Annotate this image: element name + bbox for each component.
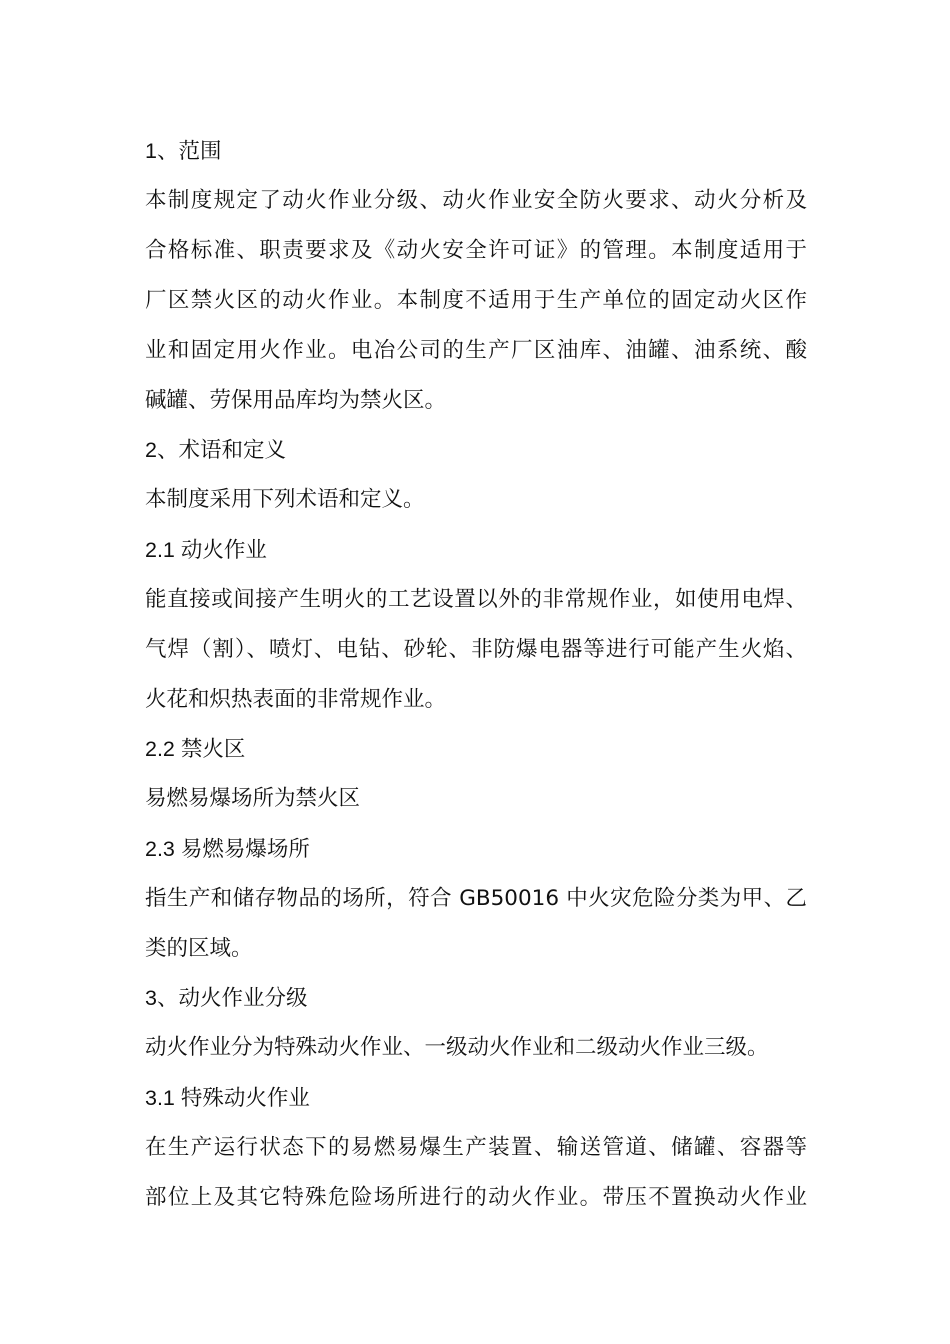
paragraph-line: 本制度采用下列术语和定义。 bbox=[145, 487, 425, 512]
section-heading-terms: 2、术语和定义 bbox=[145, 438, 286, 462]
section-heading-scope: 1、范围 bbox=[145, 139, 222, 163]
paragraph-line: 易燃易爆场所为禁火区 bbox=[145, 786, 361, 811]
paragraph-line: 能直接或间接产生明火的工艺设置以外的非常规作业，如使用电焊、 bbox=[145, 587, 807, 612]
paragraph-line: 本制度规定了动火作业分级、动火作业安全防火要求、动火分析及 bbox=[145, 188, 807, 213]
paragraph-line: 动火作业分为特殊动火作业、一级动火作业和二级动火作业三级。 bbox=[145, 1035, 769, 1060]
paragraph-line: 气焊（割）、喷灯、电钻、砂轮、非防爆电器等进行可能产生火焰、 bbox=[145, 637, 807, 662]
paragraph-line: 厂区禁火区的动火作业。本制度不适用于生产单位的固定动火区作 bbox=[145, 288, 807, 313]
subsection-heading-flammable-site: 2.3 易燃易爆场所 bbox=[145, 837, 310, 861]
subsection-heading-special-hot-work: 3.1 特殊动火作业 bbox=[145, 1086, 310, 1110]
paragraph-line: 部位上及其它特殊危险场所进行的动火作业。带压不置换动火作业 bbox=[145, 1185, 807, 1210]
paragraph-line: 合格标准、职责要求及《动火安全许可证》的管理。本制度适用于 bbox=[145, 238, 807, 263]
paragraph-line: 类的区域。 bbox=[145, 936, 253, 961]
subsection-heading-hot-work: 2.1 动火作业 bbox=[145, 538, 267, 562]
subsection-heading-fire-zone: 2.2 禁火区 bbox=[145, 737, 246, 761]
paragraph-line: 业和固定用火作业。电冶公司的生产厂区油库、油罐、油系统、酸 bbox=[145, 338, 807, 363]
section-heading-grading: 3、动火作业分级 bbox=[145, 986, 308, 1010]
paragraph-line: 火花和炽热表面的非常规作业。 bbox=[145, 687, 447, 712]
paragraph-line: 在生产运行状态下的易燃易爆生产装置、输送管道、储罐、容器等 bbox=[145, 1135, 807, 1160]
paragraph-line: 碱罐、劳保用品库均为禁火区。 bbox=[145, 388, 447, 413]
paragraph-line: 指生产和储存物品的场所，符合 GB50016 中火灾危险分类为甲、乙 bbox=[145, 886, 807, 911]
